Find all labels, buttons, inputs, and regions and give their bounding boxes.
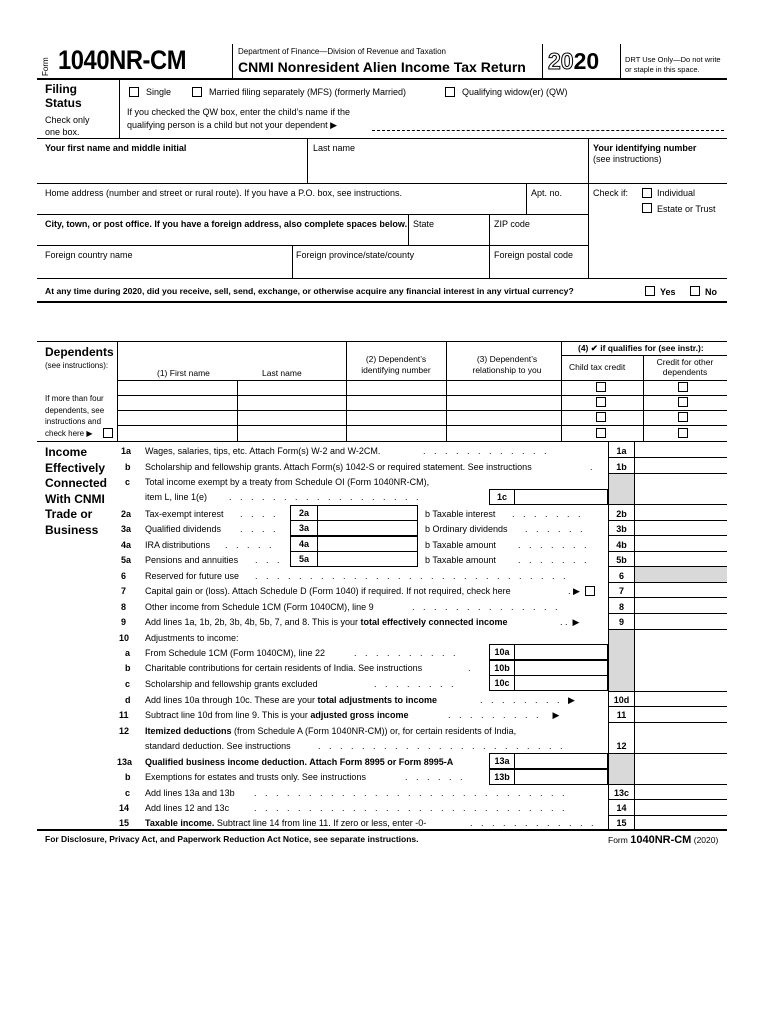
line-7-checkbox[interactable] bbox=[585, 586, 595, 596]
box-13b: 13b bbox=[489, 769, 515, 785]
leader-dots: . . . . . . . . . . . . . . . . . . bbox=[229, 492, 422, 502]
line-10b-text: Charitable contributions for certain residents of India. See instructions bbox=[145, 663, 423, 673]
single-checkbox[interactable] bbox=[129, 87, 139, 97]
line-14-text: Add lines 12 and 13c bbox=[145, 803, 230, 813]
line-13a-text: Qualified business income deduction. Attach Form 8995 or Form 8995-A bbox=[145, 757, 454, 767]
box-7: 7 bbox=[618, 586, 624, 596]
footer-notice: For Disclosure, Privacy Act, and Paperwork Reduction Act Notice, see separate instructions. bbox=[45, 834, 419, 844]
line-2b-text: b Taxable interest bbox=[425, 509, 496, 519]
leader-dots: . . . . . . . bbox=[512, 509, 584, 519]
leader-dots: . . . . . . . . . . bbox=[354, 648, 459, 658]
leader-dots: . . . . bbox=[240, 524, 279, 534]
line-9-num: 9 bbox=[121, 617, 127, 627]
line-11-text: Subtract line 10d from line 9. This is your adjusted gross income bbox=[145, 710, 409, 720]
line-5a-text: Pensions and annuities bbox=[145, 555, 239, 565]
line-2a-text: Tax-exempt interest bbox=[145, 509, 224, 519]
line-2a-num: 2a bbox=[121, 509, 132, 519]
line-7-text: Capital gain or (loss). Attach Schedule D (Form 1040) if required. If not required, check here bbox=[145, 586, 511, 596]
qw-checkbox[interactable] bbox=[445, 87, 455, 97]
line-13b-text: Exemptions for estates and trusts only. See instructions bbox=[145, 772, 366, 782]
zip-label: ZIP code bbox=[494, 219, 530, 229]
amount-5a[interactable] bbox=[318, 551, 418, 567]
leader-dots: . bbox=[590, 462, 596, 472]
amount-2a[interactable] bbox=[318, 505, 418, 521]
id-number-label: Your identifying number bbox=[593, 143, 697, 153]
box-10c: 10c bbox=[489, 675, 515, 691]
amount-4b[interactable] bbox=[635, 536, 727, 551]
amount-7[interactable] bbox=[635, 583, 727, 597]
amount-14[interactable] bbox=[635, 800, 727, 815]
virtual-no-label: No bbox=[705, 287, 717, 297]
amount-2b[interactable] bbox=[635, 505, 727, 520]
line-3a-text: Qualified dividends bbox=[145, 524, 222, 534]
line-10d-text: Add lines 10a through 10c. These are your total adjustments to income bbox=[145, 695, 437, 705]
qw-child-name-field[interactable] bbox=[372, 130, 724, 131]
leader-dots: . . . bbox=[255, 555, 283, 565]
line-10d-num: d bbox=[125, 695, 131, 705]
check-if-label: Check if: bbox=[593, 188, 629, 198]
amount-15[interactable] bbox=[635, 816, 727, 829]
amount-3b[interactable] bbox=[635, 521, 727, 535]
line-12-text2: standard deduction. See instructions bbox=[145, 741, 291, 751]
tax-year: 2020 bbox=[548, 48, 600, 74]
leader-dots: . . . . . . . . bbox=[374, 679, 457, 689]
line-10d-arrow: . . . . . . . . ▶ bbox=[480, 695, 578, 705]
more-dependents-checkbox[interactable] bbox=[103, 428, 113, 438]
amount-1a[interactable] bbox=[635, 442, 727, 457]
box-15: 15 bbox=[616, 818, 627, 828]
line-3a-num: 3a bbox=[121, 524, 132, 534]
amount-1b[interactable] bbox=[635, 458, 727, 473]
box-6: 6 bbox=[618, 571, 624, 581]
box-13c: 13c bbox=[613, 788, 630, 798]
estate-label: Estate or Trust bbox=[657, 204, 716, 214]
line-1a-text: Wages, salaries, tips, etc. Attach Form(s) W-2 and W-2CM. bbox=[145, 446, 381, 456]
col3-label: (3) Dependent’s relationship to you bbox=[472, 354, 542, 375]
amount-1c[interactable] bbox=[515, 489, 608, 505]
line-6-text: Reserved for future use bbox=[145, 571, 240, 581]
mfs-checkbox[interactable] bbox=[192, 87, 202, 97]
col4a-label: Child tax credit bbox=[569, 362, 626, 372]
line-15-text: Taxable income. Subtract line 14 from line 11. If zero or less, enter -0- bbox=[145, 818, 427, 828]
box-12: 12 bbox=[616, 741, 627, 751]
line-13c-num: c bbox=[125, 788, 131, 798]
line-10c-text: Scholarship and fellowship grants excluded bbox=[145, 679, 318, 689]
leader-dots: . . . . . . . . . . . . . . . . . . . . . . . . . . . . . bbox=[254, 803, 568, 813]
amount-8[interactable] bbox=[635, 598, 727, 613]
line-10c-num: c bbox=[125, 679, 131, 689]
box-1c: 1c bbox=[489, 489, 515, 505]
amount-9[interactable] bbox=[635, 614, 727, 629]
mfs-label: Married filing separately (MFS) (formerly Married) bbox=[209, 87, 407, 97]
drt-note: DRT Use Only—Do not write or staple in this space. bbox=[625, 55, 721, 74]
col4b-label: Credit for other dependents bbox=[656, 357, 714, 377]
line-1c-num: c bbox=[125, 477, 131, 487]
line-4b-text: b Taxable amount bbox=[425, 540, 496, 550]
leader-dots: . . . . . . . . . . . . . . bbox=[412, 602, 561, 612]
dep3-ctc-checkbox[interactable] bbox=[596, 412, 606, 422]
qw-label: Qualifying widow(er) (QW) bbox=[462, 87, 568, 97]
line-13b-num: b bbox=[125, 772, 131, 782]
line-11-arrow: . . . . . . . . . ▶ bbox=[448, 710, 563, 720]
amount-10d[interactable] bbox=[635, 692, 727, 706]
box-5b: 5b bbox=[616, 555, 627, 565]
box-13a: 13a bbox=[489, 753, 515, 769]
individual-label: Individual bbox=[657, 188, 696, 198]
box-5a: 5a bbox=[290, 551, 318, 567]
state-label: State bbox=[413, 219, 435, 229]
leader-dots: . . . . . . . bbox=[518, 555, 590, 565]
line-1a-num: 1a bbox=[121, 446, 132, 456]
section-title: Income Effectively Connected With CNMI Trade or Business bbox=[45, 445, 108, 537]
col4-label: (4) ✔ if qualifies for (see instr.): bbox=[578, 343, 704, 353]
line-12-text: Itemized deductions (from Schedule A (Form 1040NR-CM)) or, for certain residents of India, bbox=[145, 726, 517, 736]
first-name-label: Your first name and middle initial bbox=[45, 143, 187, 153]
more-dependents-note: If more than four dependents, see instructions and check here ▶ bbox=[45, 394, 105, 438]
box-2b: 2b bbox=[616, 509, 627, 519]
line-1b-text: Scholarship and fellowship grants. Attach Form(s) 1042-S or required statement. See instructions bbox=[145, 462, 532, 472]
line-7-num: 7 bbox=[121, 586, 127, 596]
amount-13b[interactable] bbox=[515, 769, 608, 785]
leader-dots: . . . . . . . . . . . . . . . . . . . . . . . bbox=[318, 741, 566, 751]
filing-status-title: Filing Status bbox=[45, 82, 82, 110]
line-10a-num: a bbox=[125, 648, 131, 658]
virtual-yes-label: Yes bbox=[660, 287, 676, 297]
line-3b-text: b Ordinary dividends bbox=[425, 524, 508, 534]
line-6-num: 6 bbox=[121, 571, 127, 581]
line-1c-text2: item L, line 1(e) bbox=[145, 492, 208, 502]
box-4b: 4b bbox=[616, 540, 627, 550]
dep4-odc-checkbox[interactable] bbox=[678, 428, 688, 438]
form-number: 1040NR-CM bbox=[58, 45, 187, 75]
line-10b-num: b bbox=[125, 663, 131, 673]
line-5a-num: 5a bbox=[121, 555, 132, 565]
line-15-num: 15 bbox=[119, 818, 130, 828]
virtual-no-checkbox[interactable] bbox=[690, 286, 700, 296]
amount-10b[interactable] bbox=[515, 660, 608, 676]
home-address-label: Home address (number and street or rural route). If you have a P.O. box, see instructions. bbox=[45, 188, 403, 198]
footer-form: Form 1040NR-CM (2020) bbox=[608, 834, 719, 846]
line-13c-text: Add lines 13a and 13b bbox=[145, 788, 235, 798]
id-number-note: (see instructions) bbox=[593, 154, 662, 164]
col2-label: (2) Dependent’s identifying number bbox=[361, 354, 431, 375]
city-label: City, town, or post office. If you have a foreign address, also complete spaces below. bbox=[45, 219, 408, 229]
form-label: Form bbox=[41, 57, 50, 76]
line-14-num: 14 bbox=[119, 803, 130, 813]
line-10a-text: From Schedule 1CM (Form 1040CM), line 22 bbox=[145, 648, 326, 658]
line-12-num: 12 bbox=[119, 726, 130, 736]
amount-12[interactable] bbox=[635, 723, 727, 753]
foreign-province-label: Foreign province/state/county bbox=[296, 250, 415, 260]
line-8-text: Other income from Schedule 1CM (Form 1040CM), line 9 bbox=[145, 602, 374, 612]
leader-dots: . . . . . . . . . . . . . . . . . . . . . . . . . . . . . bbox=[255, 571, 569, 581]
col1-first-label: (1) First name bbox=[157, 368, 210, 378]
line-13a-num: 13a bbox=[117, 757, 133, 767]
line-10-num: 10 bbox=[119, 633, 130, 643]
leader-dots: . bbox=[468, 663, 474, 673]
last-name-label: Last name bbox=[313, 143, 356, 153]
box-11: 11 bbox=[616, 710, 627, 720]
leader-dots: . . . . . . bbox=[405, 772, 466, 782]
box-2a: 2a bbox=[290, 505, 318, 521]
virtual-yes-checkbox[interactable] bbox=[645, 286, 655, 296]
dependents-title: Dependents bbox=[45, 345, 114, 359]
leader-dots: . . . . . . . . . . . . bbox=[470, 818, 597, 828]
amount-10a[interactable] bbox=[515, 644, 608, 660]
individual-checkbox[interactable] bbox=[642, 188, 652, 198]
amount-13c[interactable] bbox=[635, 785, 727, 799]
leader-dots: . . . . . . bbox=[525, 524, 586, 534]
leader-dots: . . . . . . . bbox=[518, 540, 590, 550]
line-4a-text: IRA distributions bbox=[145, 540, 211, 550]
form-title: CNMI Nonresident Alien Income Tax Return bbox=[238, 59, 526, 75]
amount-3a[interactable] bbox=[318, 520, 418, 536]
amount-4a[interactable] bbox=[318, 536, 418, 552]
foreign-postal-label: Foreign postal code bbox=[494, 250, 574, 260]
dep3-odc-checkbox[interactable] bbox=[678, 412, 688, 422]
line-1b-num: b bbox=[125, 462, 131, 472]
line-8-num: 8 bbox=[121, 602, 127, 612]
dep4-ctc-checkbox[interactable] bbox=[596, 428, 606, 438]
dep2-ctc-checkbox[interactable] bbox=[596, 397, 606, 407]
line-9-arrow: . . ▶ bbox=[560, 617, 580, 627]
amount-5b[interactable] bbox=[635, 552, 727, 566]
leader-dots: . . . . . . . . . . . . . . . . . . . . . . . . . . . . . bbox=[254, 788, 568, 798]
dep1-ctc-checkbox[interactable] bbox=[596, 382, 606, 392]
dependents-see: (see instructions): bbox=[45, 361, 109, 370]
box-3a: 3a bbox=[290, 520, 318, 536]
box-10b: 10b bbox=[489, 660, 515, 676]
dep1-odc-checkbox[interactable] bbox=[678, 382, 688, 392]
line-5b-text: b Taxable amount bbox=[425, 555, 496, 565]
box-1a: 1a bbox=[616, 446, 627, 456]
single-label: Single bbox=[146, 87, 172, 97]
check-only-note: Check only one box. bbox=[45, 115, 90, 137]
box-1b: 1b bbox=[616, 462, 627, 472]
col1-last-label: Last name bbox=[262, 368, 302, 378]
estate-checkbox[interactable] bbox=[642, 203, 652, 213]
box-10a: 10a bbox=[489, 644, 515, 660]
amount-13a[interactable] bbox=[515, 753, 608, 769]
qw-note: If you checked the QW box, enter the child’s name if the qualifying person is a child but not your dependent ▶ bbox=[127, 107, 350, 130]
apt-label: Apt. no. bbox=[531, 188, 563, 198]
line-10-text: Adjustments to income: bbox=[145, 633, 239, 643]
box-8: 8 bbox=[618, 602, 624, 612]
amount-11[interactable] bbox=[635, 707, 727, 722]
line-1c-text: Total income exempt by a treaty from Schedule OI (Form 1040NR-CM), bbox=[145, 477, 430, 487]
line-4a-num: 4a bbox=[121, 540, 132, 550]
box-14: 14 bbox=[616, 803, 627, 813]
amount-10c[interactable] bbox=[515, 675, 608, 691]
department: Department of Finance—Division of Revenue and Taxation bbox=[238, 47, 446, 56]
box-3b: 3b bbox=[616, 524, 627, 534]
foreign-country-label: Foreign country name bbox=[45, 250, 133, 260]
line-7-arrow: . ▶ bbox=[568, 586, 580, 596]
box-9: 9 bbox=[618, 617, 624, 627]
virtual-currency-question: At any time during 2020, did you receive, sell, send, exchange, or otherwise acquire any financial interest in any virtual currency? bbox=[45, 286, 574, 296]
box-4a: 4a bbox=[290, 536, 318, 552]
line-11-num: 11 bbox=[119, 710, 129, 720]
leader-dots: . . . . . bbox=[225, 540, 275, 550]
dep2-odc-checkbox[interactable] bbox=[678, 397, 688, 407]
leader-dots: . . . . . . . . . . . . bbox=[423, 446, 550, 456]
line-9-text: Add lines 1a, 1b, 2b, 3b, 4b, 5b, 7, and 8. This is your total effectively connected income bbox=[145, 617, 508, 627]
box-10d: 10d bbox=[613, 695, 630, 705]
leader-dots: . . . . bbox=[240, 509, 279, 519]
